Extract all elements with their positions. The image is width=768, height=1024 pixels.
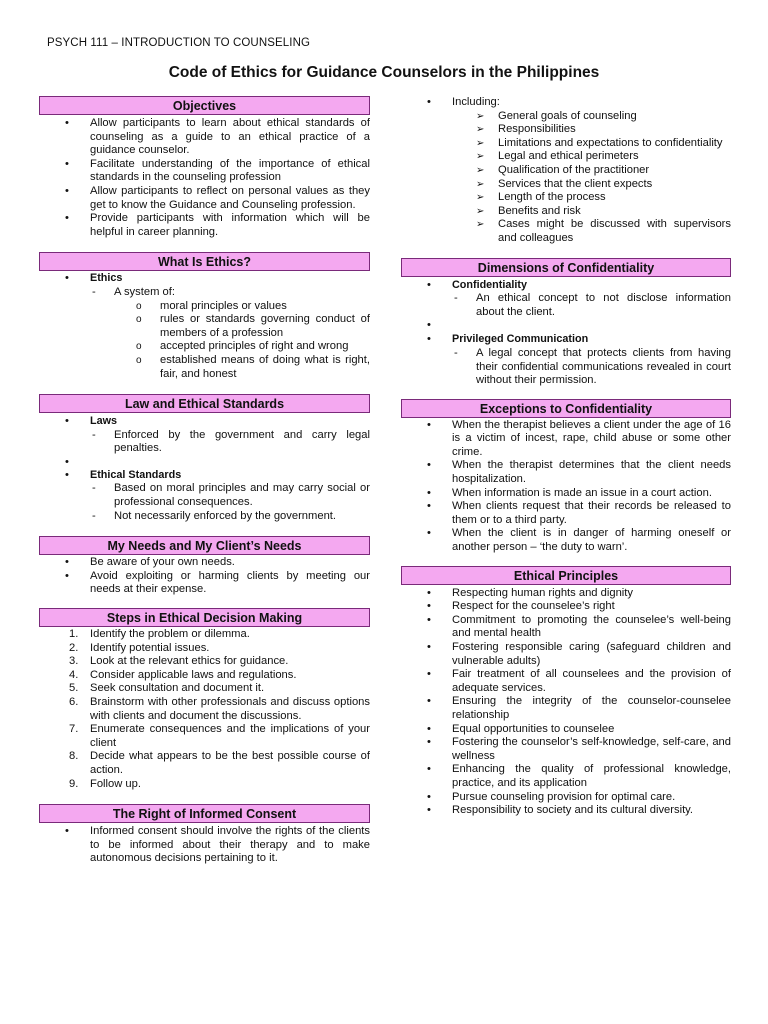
consent-list	[39, 825, 370, 866]
privileged-communication-definition: - A legal concept that protects clients from having their confidential communications revealed in court without their permission.	[452, 347, 731, 388]
right-column	[401, 96, 731, 818]
list-item	[39, 750, 370, 777]
list-item	[39, 682, 370, 696]
step-text: Seek consultation and document it.	[90, 682, 265, 695]
step-number: 1.	[69, 628, 79, 641]
step-text: Identify potential issues.	[90, 641, 210, 654]
laws-definition: - Enforced by the government and carry legal penalties.	[90, 429, 370, 456]
including-label: Including:	[452, 96, 500, 108]
list-item: • Allow participants to reflect on personal values as they get to know the Guidance and Counseling profession.	[39, 185, 370, 212]
step-text: Brainstorm with other professionals and discuss options with clients and document the discussions.	[90, 696, 370, 722]
list-item	[39, 696, 370, 723]
list-item: • Allow participants to learn about ethical standards of counseling as a guide to an ethical practice of a guidance counselor.	[39, 117, 370, 158]
sub-item: o rules or standards governing conduct of members of a profession	[90, 313, 370, 340]
step-number: 2.	[69, 641, 79, 654]
section-header-ethical-principles: Ethical Principles	[401, 566, 731, 585]
sub-item: o moral principles or values	[90, 300, 370, 314]
principles-list	[401, 587, 731, 818]
needs-list	[39, 556, 370, 597]
list-item: • When clients request that their records be released to them or to a third party.	[401, 500, 731, 527]
list-item: • Pursue counseling provision for optimal care.	[401, 791, 731, 805]
section-header-dimensions: Dimensions of Confidentiality	[401, 258, 731, 277]
left-column	[39, 96, 370, 866]
step-number: 8.	[69, 750, 79, 763]
list-item: • Equal opportunities to counselee	[401, 723, 731, 737]
ethical-standards-definition: - Based on moral principles and may carry social or professional consequences.	[90, 482, 370, 509]
list-item: • Responsibility to society and its cultural diversity.	[401, 804, 731, 818]
step-text: Consider applicable laws and regulations.	[90, 668, 297, 681]
section-header-objectives: Objectives	[39, 96, 370, 115]
page-title: Code of Ethics for Guidance Counselors in the Philippines	[168, 64, 600, 81]
ethics-term: Ethics	[90, 272, 123, 285]
list-item	[39, 642, 370, 656]
list-item: • When the therapist believes a client under the age of 16 is a victim of incest, rape, child abuse or some other crime.	[401, 419, 731, 460]
exceptions-list	[401, 419, 731, 555]
list-item	[39, 628, 370, 642]
sub-item: ➢ Responsibilities	[452, 123, 731, 137]
list-item	[39, 669, 370, 683]
list-item	[39, 415, 370, 456]
list-item: • Fair treatment of all counselees and the provision of adequate services.	[401, 668, 731, 695]
list-item	[39, 655, 370, 669]
step-text: Enumerate consequences and the implications of your client	[90, 723, 370, 749]
spacer	[39, 456, 370, 469]
sub-item: ➢ Qualification of the practitioner	[452, 164, 731, 178]
list-item: • Facilitate understanding of the importance of ethical standards in the counseling profession	[39, 158, 370, 185]
section-header-decision-steps: Steps in Ethical Decision Making	[39, 608, 370, 627]
section-header-informed-consent: The Right of Informed Consent	[39, 804, 370, 823]
step-text: Decide what appears to be the best possible course of action.	[90, 750, 370, 776]
sub-item: ➢ Length of the process	[452, 191, 731, 205]
sub-item: ➢ Limitations and expectations to confidentiality	[452, 137, 731, 151]
step-text: Follow up.	[90, 777, 141, 790]
list-item	[401, 333, 731, 387]
step-text: Look at the relevant ethics for guidance.	[90, 655, 289, 668]
ethical-standards-definition: - Not necessarily enforced by the government.	[90, 510, 370, 524]
sub-item: ➢ Cases might be discussed with supervisors and colleagues	[452, 218, 731, 245]
list-item: • Respect for the counselee’s right	[401, 600, 731, 614]
step-number: 5.	[69, 682, 79, 695]
list-item: • Fostering responsible caring (safeguard children and vulnerable adults)	[401, 641, 731, 668]
sub-item: ➢ Benefits and risk	[452, 205, 731, 219]
ethical-standards-term: Ethical Standards	[90, 468, 182, 481]
step-number: 4.	[69, 668, 79, 681]
sub-item: ➢ Services that the client expects	[452, 178, 731, 192]
dimensions-list	[401, 279, 731, 388]
objectives-list	[39, 117, 370, 239]
law-list	[39, 415, 370, 523]
confidentiality-term: Confidentiality	[452, 278, 527, 291]
course-header: PSYCH 111 – INTRODUCTION TO COUNSELING	[47, 37, 311, 49]
list-item: • Commitment to promoting the counselee’s well-being and mental health	[401, 614, 731, 641]
step-number: 7.	[69, 723, 79, 736]
sub-item: ➢ General goals of counseling	[452, 110, 731, 124]
section-header-law-ethical-standards: Law and Ethical Standards	[39, 394, 370, 413]
step-text: Identify the problem or dilemma.	[90, 628, 250, 641]
laws-term: Laws	[90, 415, 118, 428]
list-item	[401, 279, 731, 320]
list-item	[39, 778, 370, 792]
ethics-definition: - A system of:	[90, 286, 370, 300]
list-item: • Informed consent should involve the rights of the clients to be informed about their therapy and to make autonomous decisions pertaining to it.	[39, 825, 370, 866]
list-item: • Fostering the counselor’s self-knowledge, self-care, and wellness	[401, 736, 731, 763]
sub-item: ➢ Legal and ethical perimeters	[452, 150, 731, 164]
list-item: • When the therapist determines that the client needs hospitalization.	[401, 459, 731, 486]
including-list	[401, 96, 731, 246]
step-number: 9.	[69, 777, 79, 790]
list-item: • Be aware of your own needs.	[39, 556, 370, 570]
sub-item: o accepted principles of right and wrong	[90, 340, 370, 354]
list-item	[39, 272, 370, 381]
list-item	[39, 723, 370, 750]
step-number: 3.	[69, 655, 79, 668]
list-item	[401, 96, 731, 246]
ethics-list	[39, 272, 370, 381]
list-item: • Enhancing the quality of professional knowledge, practice, and its application	[401, 763, 731, 790]
privileged-communication-term: Privileged Communication	[452, 333, 589, 346]
list-item: • When information is made an issue in a court action.	[401, 487, 731, 501]
list-item: • Respecting human rights and dignity	[401, 587, 731, 601]
list-item: • Provide participants with information which will be helpful in career planning.	[39, 212, 370, 239]
list-item	[39, 469, 370, 523]
spacer	[401, 319, 731, 333]
list-item: • Ensuring the integrity of the counselor-counselee relationship	[401, 695, 731, 722]
sub-item: o established means of doing what is right, fair, and honest	[90, 354, 370, 381]
list-item: • When the client is in danger of harming oneself or another person – ‘the duty to warn’.	[401, 527, 731, 554]
decision-steps-list	[39, 628, 370, 791]
section-header-exceptions: Exceptions to Confidentiality	[401, 399, 731, 418]
step-number: 6.	[69, 696, 79, 708]
section-header-needs: My Needs and My Client’s Needs	[39, 536, 370, 555]
confidentiality-definition: - An ethical concept to not disclose information about the client.	[452, 292, 731, 319]
list-item: • Avoid exploiting or harming clients by meeting our needs at their expense.	[39, 570, 370, 597]
section-header-what-is-ethics: What Is Ethics?	[39, 252, 370, 271]
